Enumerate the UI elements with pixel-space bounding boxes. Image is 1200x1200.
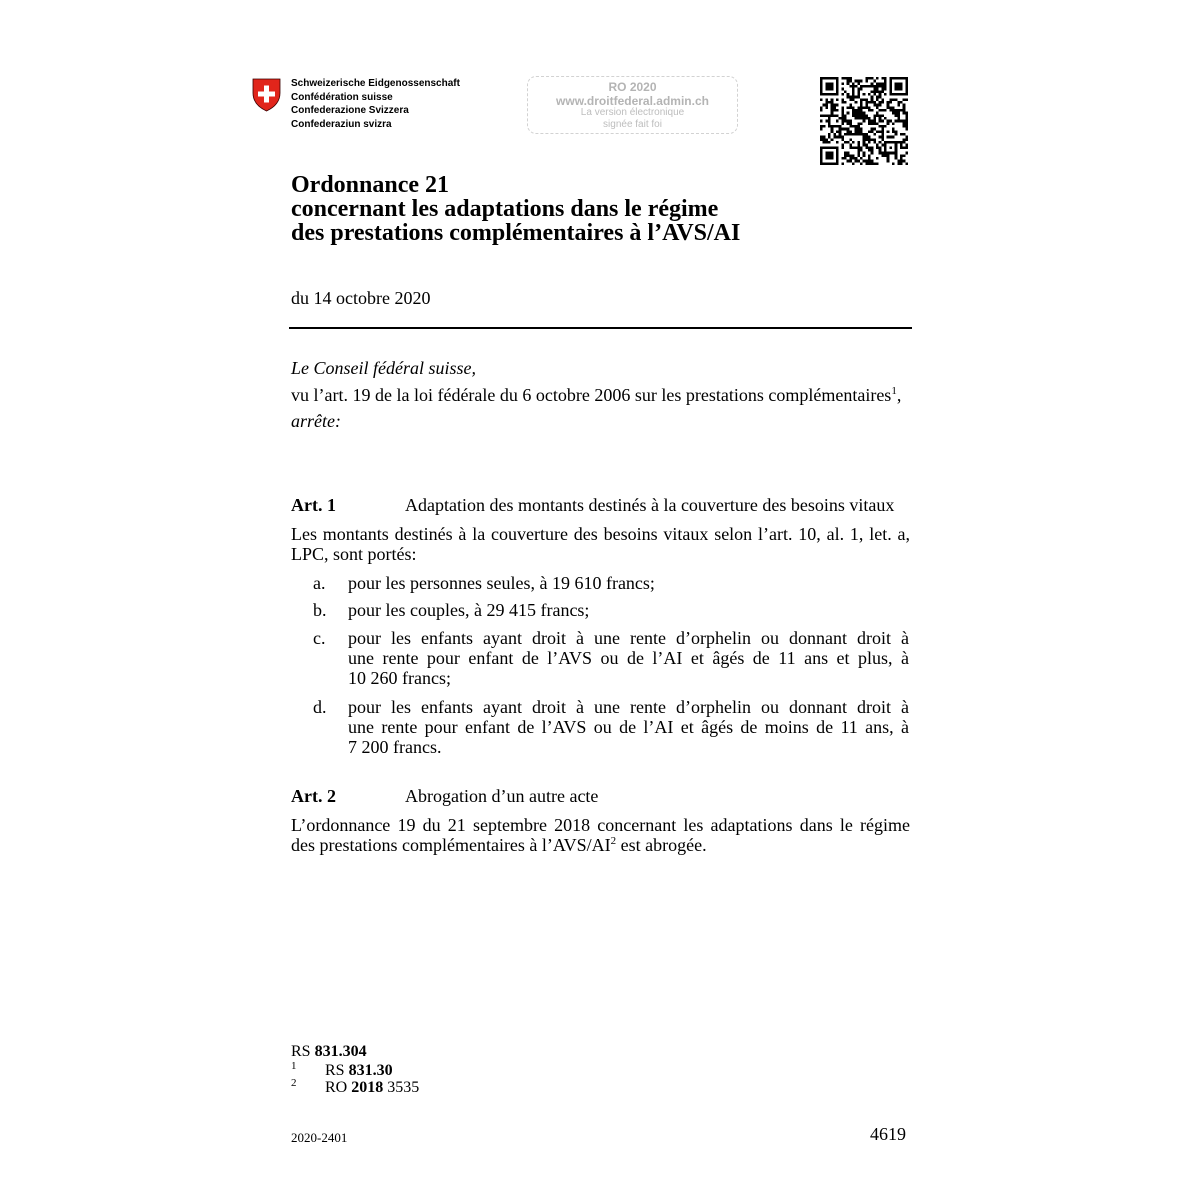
footnote-number: 2018 — [351, 1079, 384, 1096]
list-item-letter: b. — [313, 600, 327, 620]
footnote-page: 3535 — [387, 1079, 420, 1096]
list-item-line: 10 260 francs; — [348, 668, 451, 688]
footnote — [291, 1062, 591, 1080]
stamp-note-line-2: signée fait foi — [603, 119, 662, 130]
paragraph-line: L’ordonnance 19 du 21 septembre 2018 concernant les adaptations dans le régime — [291, 815, 910, 835]
systematic-collection-number — [291, 1043, 367, 1061]
list-item-letter: c. — [313, 628, 326, 648]
preamble-decree: arrête: — [291, 411, 341, 431]
footnote-mark: 1 — [291, 1060, 297, 1072]
legal-basis-text: vu l’art. 19 de la loi fédérale du 6 octobre 2006 sur les prestations complémentaires — [291, 385, 892, 405]
paragraph-text: des prestations complémentaires à l’AVS/AI — [291, 835, 611, 855]
title-line-2: concernant les adaptations dans le régime — [291, 196, 719, 222]
footnote-text — [325, 1062, 393, 1080]
electronic-version-stamp — [527, 76, 738, 134]
list-item-line: une rente pour enfant de l’AVS ou de l’AI et âgés de 11 ans et plus, à — [348, 648, 909, 668]
federal-administration-names — [291, 77, 460, 131]
document-date: du 14 octobre 2020 — [291, 288, 431, 308]
list-item-text — [348, 573, 909, 593]
footnote-text — [325, 1079, 419, 1097]
list-item-line: 7 200 francs. — [348, 737, 442, 757]
footnote-label: RO — [325, 1079, 348, 1096]
document-id: 2020-2401 — [291, 1130, 348, 1145]
footnote-ref: 1 — [891, 385, 897, 397]
article-number: Art. 1 — [291, 495, 336, 515]
list-item-line: pour les couples, à 29 415 francs; — [348, 600, 590, 620]
rs-number: 831.304 — [314, 1043, 367, 1060]
article-heading — [291, 495, 910, 515]
article-title: Abrogation d’un autre acte — [405, 786, 599, 806]
page-number: 4619 — [870, 1124, 906, 1144]
federal-name-german: Schweizerische Eidgenossenschaft — [291, 78, 460, 89]
legal-basis-punctuation: , — [896, 385, 902, 405]
preamble-legal-basis — [291, 385, 901, 405]
federal-name-italian: Confederazione Svizzera — [291, 105, 409, 117]
swiss-cross-icon — [252, 78, 281, 112]
paragraph-text-end: est abrogée. — [620, 835, 707, 855]
footnote-mark: 2 — [291, 1077, 297, 1089]
title-divider — [289, 327, 912, 329]
list-item-letter: d. — [313, 697, 327, 717]
article-paragraph — [291, 524, 910, 564]
list-item-text — [348, 628, 909, 688]
article-paragraph — [291, 815, 910, 855]
paragraph-line: LPC, sont portés: — [291, 544, 417, 564]
title-line-3: des prestations complémentaires à l’AVS/AI — [291, 220, 741, 246]
footnote-number: 831.30 — [348, 1062, 393, 1079]
qr-code-icon — [820, 77, 908, 165]
list-item-text — [348, 600, 909, 620]
document-title — [291, 173, 740, 245]
rs-label: RS — [291, 1043, 311, 1060]
list-item-line: une rente pour enfant de l’AVS ou de l’AI et âgés de moins de 11 ans, à — [348, 717, 909, 737]
preamble-authority: Le Conseil fédéral suisse, — [291, 358, 476, 378]
federal-name-romansh: Confederaziun svizra — [291, 118, 392, 130]
footnote-ref: 2 — [610, 835, 617, 847]
list-item-line: pour les enfants ayant droit à une rente d’orphelin ou donnant droit à — [348, 628, 909, 648]
list-item-line: pour les personnes seules, à 19 610 francs; — [348, 573, 655, 593]
list-item-letter: a. — [313, 573, 326, 593]
list-item-line: pour les enfants ayant droit à une rente d’orphelin ou donnant droit à — [348, 697, 909, 717]
stamp-collection: RO 2020 — [608, 80, 657, 94]
article-title: Adaptation des montants destinés à la couverture des besoins vitaux — [405, 495, 895, 515]
footnote-label: RS — [325, 1062, 345, 1079]
stamp-website: www.droitfederal.admin.ch — [556, 94, 709, 108]
federal-name-french: Confédération suisse — [291, 91, 393, 103]
stamp-note-line-1: La version électronique — [580, 107, 685, 118]
list-item-text — [348, 697, 909, 757]
title-line-1: Ordonnance 21 — [291, 172, 450, 198]
paragraph-line — [291, 835, 910, 855]
paragraph-line: Les montants destinés à la couverture des besoins vitaux selon l’art. 10, al. 1, let. a, — [291, 524, 910, 544]
article-number: Art. 2 — [291, 786, 336, 806]
article-heading — [291, 786, 910, 806]
footnote — [291, 1079, 591, 1097]
